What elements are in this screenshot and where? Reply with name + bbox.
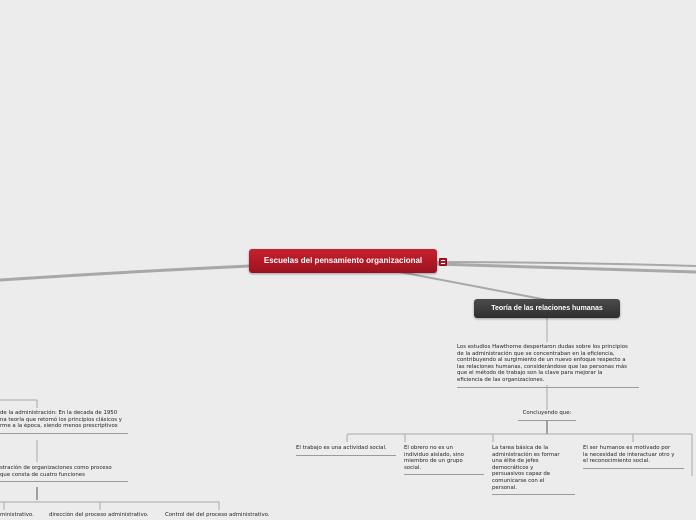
central-topic[interactable]: Escuelas del pensamiento organizacional [249,249,437,273]
node-function-direccion[interactable]: dirección del proceso administrativo. [49,512,149,518]
topic-relaciones-humanas[interactable]: Teoría de las relaciones humanas [474,299,620,318]
node-process[interactable]: stración de organizaciones como proceso que consta de cuatro funciones [0,465,128,482]
node-hawthorne[interactable]: Los estudios Hawthorne despertaron dudas sobre los principios de la administración que se concentraban en la eficiencia, contribuyendo al surgimiento de un nuevo enfoque respecto a las relaciones humanas, considerándose que las personas más que el método de trabajo son la clave para mejorar la eficiencia de las organizaciones. [457,344,639,388]
notes-icon[interactable] [439,258,447,266]
branch-topic [400,272,547,300]
node-function-1[interactable]: ministrativo. [0,512,34,518]
node-obrero[interactable]: El obrero no es un individuo aislado, sino miembro de un grupo social. [404,445,484,475]
node-trabajo-social[interactable]: El trabajo es una actividad social. [296,445,396,456]
node-history[interactable]: de la administración: En la decada de 1950 na teoría que retomó los principios clásicos y rme a la época, siendo menos prescriptivos [0,410,128,434]
node-tarea-basica[interactable]: La tarea básica de la administración es formar una élite de jefes democráticos y persuasivos capaz de comunicarse con el personal. [492,445,575,495]
node-ser-humano[interactable]: El ser humanos es motivado por la necesidad de interactuar otro y el reconocimiento social. [583,445,684,469]
branch-left [0,266,250,280]
node-concluyendo[interactable]: Concluyendo que: [518,410,576,421]
node-function-control[interactable]: Control del del proceso administrativo. [165,512,270,518]
